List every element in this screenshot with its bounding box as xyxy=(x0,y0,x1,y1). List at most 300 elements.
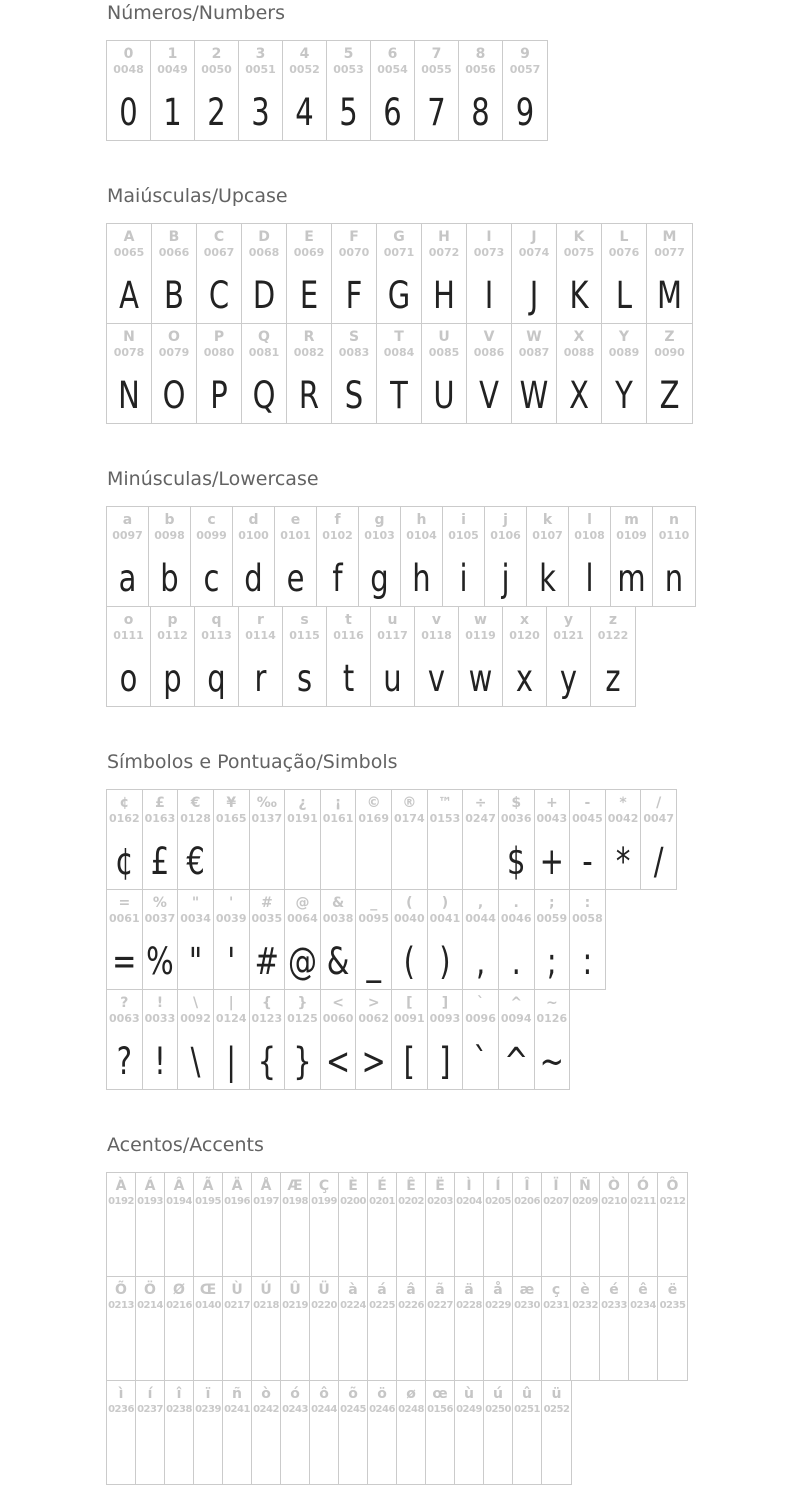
reference-char: J xyxy=(531,229,537,245)
char-code: 0054 xyxy=(377,63,408,76)
char-row xyxy=(106,989,570,1090)
glyph-preview: U xyxy=(433,373,455,417)
char-cell xyxy=(250,790,286,889)
char-cell xyxy=(143,990,179,1089)
reference-char: ì xyxy=(118,1386,124,1402)
char-cell xyxy=(252,1277,281,1380)
reference-char: { xyxy=(261,995,272,1011)
char-code: 0192 xyxy=(108,1196,134,1207)
glyph-preview: Q xyxy=(252,373,276,417)
char-code: 0033 xyxy=(144,1012,176,1025)
glyph-preview: N xyxy=(118,373,140,417)
char-cell xyxy=(463,790,499,889)
reference-char: M xyxy=(662,229,677,245)
glyph-preview: b xyxy=(160,556,179,600)
char-cell xyxy=(606,790,642,889)
glyph-preview: < xyxy=(325,1039,351,1083)
char-cell xyxy=(513,1277,542,1380)
char-cell xyxy=(658,1277,687,1380)
char-cell xyxy=(107,1173,136,1276)
char-cell xyxy=(239,607,283,706)
char-code: 0111 xyxy=(113,629,144,642)
glyph-preview: c xyxy=(203,556,220,600)
glyph-preview: C xyxy=(208,273,230,317)
char-cell xyxy=(197,224,242,323)
char-cell xyxy=(356,890,392,989)
char-cell xyxy=(194,1173,223,1276)
char-cell xyxy=(542,1277,571,1380)
char-code: 0194 xyxy=(166,1196,192,1207)
reference-char: € xyxy=(190,795,201,811)
char-code: 0108 xyxy=(574,529,605,542)
char-cell xyxy=(195,41,239,140)
reference-char: ê xyxy=(638,1282,648,1298)
char-cell xyxy=(317,507,359,606)
char-cell xyxy=(535,990,570,1089)
glyph-preview: \ xyxy=(190,1039,201,1083)
char-code: 0121 xyxy=(553,629,584,642)
char-section xyxy=(106,1134,800,1485)
char-cell xyxy=(242,224,287,323)
glyph-preview: _ xyxy=(366,939,381,983)
reference-char: Î xyxy=(524,1178,530,1194)
glyph-preview: d xyxy=(244,556,263,600)
glyph-preview: ^ xyxy=(504,1039,529,1083)
char-cell xyxy=(535,890,571,989)
char-cell xyxy=(281,1381,310,1484)
reference-char: £ xyxy=(155,795,165,811)
char-code: 0137 xyxy=(251,812,283,825)
char-cell xyxy=(327,607,371,706)
reference-char: Û xyxy=(289,1282,301,1298)
glyph-preview: w xyxy=(468,656,493,700)
char-cell xyxy=(392,890,428,989)
char-cell xyxy=(641,790,676,889)
char-cell xyxy=(321,890,357,989)
char-cell xyxy=(107,1277,136,1380)
char-code: 0247 xyxy=(465,812,496,825)
glyph-preview: : xyxy=(582,939,593,983)
char-cell xyxy=(463,890,499,989)
reference-char: h xyxy=(416,512,427,528)
char-cell xyxy=(252,1381,281,1484)
char-code: 0205 xyxy=(485,1196,511,1207)
char-code: 0084 xyxy=(383,346,415,359)
char-section xyxy=(106,468,800,707)
char-cell xyxy=(459,607,503,706)
char-code: 0041 xyxy=(429,912,461,925)
char-cell xyxy=(339,1381,368,1484)
char-cell xyxy=(467,224,512,323)
char-code: 0068 xyxy=(248,246,280,259)
char-cell xyxy=(143,890,179,989)
char-code: 0174 xyxy=(394,812,425,825)
reference-char: o xyxy=(123,612,134,628)
glyph-preview: ' xyxy=(227,939,236,983)
reference-char: Æ xyxy=(287,1178,303,1194)
char-code: 0125 xyxy=(287,1012,318,1025)
char-cell xyxy=(194,1381,223,1484)
char-code: 0072 xyxy=(428,246,460,259)
char-code: 0056 xyxy=(465,63,496,76)
glyph-preview: € xyxy=(186,839,205,883)
char-cell xyxy=(359,507,401,606)
char-code: 0122 xyxy=(597,629,629,642)
char-code: 0038 xyxy=(322,912,354,925)
reference-char: À xyxy=(115,1178,127,1194)
reference-char: V xyxy=(483,329,495,345)
char-code: 0119 xyxy=(465,629,496,642)
char-cell xyxy=(392,990,428,1089)
glyph-preview: [ xyxy=(403,1039,415,1083)
glyph-preview: ` xyxy=(473,1039,488,1083)
reference-char: 4 xyxy=(299,46,310,62)
reference-char: Â xyxy=(173,1178,185,1194)
char-cell xyxy=(223,1173,252,1276)
reference-char: z xyxy=(608,612,618,628)
glyph-preview: ] xyxy=(439,1039,451,1083)
char-row xyxy=(106,506,696,607)
reference-char: s xyxy=(300,612,309,628)
char-cell xyxy=(392,790,428,889)
reference-char: Z xyxy=(664,329,675,345)
char-cell xyxy=(499,990,535,1089)
char-code: 0115 xyxy=(289,629,320,642)
reference-char: ` xyxy=(477,995,485,1011)
char-section xyxy=(106,751,800,1090)
char-code: 0051 xyxy=(245,63,276,76)
char-code: 0211 xyxy=(630,1196,656,1207)
glyph-preview: - xyxy=(582,839,593,883)
glyph-preview: 6 xyxy=(383,90,402,134)
reference-char: _ xyxy=(370,895,378,911)
reference-char: i xyxy=(461,512,466,528)
char-code: 0231 xyxy=(543,1300,569,1311)
section-heading: Maiúsculas/Upcase xyxy=(107,185,288,207)
section-heading: Símbolos e Pontuação/Simbols xyxy=(107,751,398,773)
reference-char: Á xyxy=(144,1178,156,1194)
char-cell xyxy=(426,1173,455,1276)
char-code: 0252 xyxy=(543,1404,570,1415)
glyph-preview: r xyxy=(254,656,267,700)
char-code: 0232 xyxy=(572,1300,598,1311)
glyph-preview: s xyxy=(296,656,313,700)
char-code: 0246 xyxy=(369,1404,395,1415)
glyph-preview: 2 xyxy=(207,90,226,134)
char-cell xyxy=(239,41,283,140)
reference-char: 2 xyxy=(211,46,222,62)
char-code: 0036 xyxy=(500,812,532,825)
reference-char: R xyxy=(303,329,315,345)
char-cell xyxy=(397,1277,426,1380)
char-code: 0196 xyxy=(224,1196,250,1207)
glyph-preview: V xyxy=(479,373,499,417)
char-cell xyxy=(165,1277,194,1380)
reference-char: G xyxy=(393,229,405,245)
char-cell xyxy=(570,790,606,889)
reference-char: í xyxy=(147,1386,153,1402)
char-code: 0114 xyxy=(245,629,276,642)
char-code: 0197 xyxy=(253,1196,279,1207)
char-code: 0103 xyxy=(364,529,395,542)
reference-char: ÷ xyxy=(474,795,487,811)
char-code: 0209 xyxy=(572,1196,598,1207)
char-code: 0239 xyxy=(195,1404,221,1415)
char-cell xyxy=(339,1173,368,1276)
char-code: 0090 xyxy=(654,346,685,359)
glyph-preview: . xyxy=(511,939,521,983)
glyph-preview: k xyxy=(539,556,556,600)
glyph-preview: 4 xyxy=(295,90,314,134)
char-code: 0077 xyxy=(654,246,685,259)
reference-char: N xyxy=(123,329,135,345)
char-code: 0059 xyxy=(536,912,568,925)
char-code: 0202 xyxy=(398,1196,424,1207)
reference-char: S xyxy=(348,329,360,345)
reference-char: ó xyxy=(290,1386,300,1402)
char-cell xyxy=(151,607,195,706)
reference-char: a xyxy=(122,512,133,528)
reference-char: < xyxy=(332,995,344,1011)
char-cell xyxy=(332,224,377,323)
char-cell xyxy=(570,890,605,989)
reference-char: á xyxy=(377,1282,387,1298)
char-cell xyxy=(283,41,327,140)
reference-char: é xyxy=(609,1282,619,1298)
char-cell xyxy=(107,41,151,140)
glyph-preview: Z xyxy=(659,373,680,417)
char-cell xyxy=(287,224,332,323)
char-cell xyxy=(310,1277,339,1380)
char-cell xyxy=(485,507,527,606)
reference-char: > xyxy=(367,995,380,1011)
reference-char: Ç xyxy=(318,1178,330,1194)
char-code: 0161 xyxy=(322,812,354,825)
glyph-preview: > xyxy=(361,1039,386,1083)
char-code: 0044 xyxy=(465,912,496,925)
reference-char: 3 xyxy=(255,46,266,62)
char-cell xyxy=(242,324,287,423)
reference-char: © xyxy=(366,795,381,811)
char-code: 0091 xyxy=(394,1012,425,1025)
glyph-preview: x xyxy=(515,656,534,700)
glyph-preview: g xyxy=(370,556,389,600)
char-cell xyxy=(484,1173,513,1276)
char-cell xyxy=(332,324,377,423)
char-code: 0238 xyxy=(166,1404,192,1415)
reference-char: Í xyxy=(495,1178,501,1194)
char-cell xyxy=(428,890,464,989)
char-code: 0199 xyxy=(311,1196,337,1207)
char-cell xyxy=(415,41,459,140)
reference-char: ~ xyxy=(545,995,558,1011)
char-cell xyxy=(195,607,239,706)
reference-char: % xyxy=(152,895,167,911)
glyph-preview: 1 xyxy=(163,90,182,134)
glyph-preview: F xyxy=(345,273,363,317)
glyph-preview: 0 xyxy=(119,90,138,134)
char-cell xyxy=(463,990,499,1089)
char-code: 0086 xyxy=(473,346,505,359)
char-code: 0106 xyxy=(490,529,521,542)
reference-char: Ó xyxy=(637,1178,649,1194)
char-row xyxy=(106,789,677,890)
char-code: 0107 xyxy=(532,529,563,542)
reference-char: c xyxy=(207,512,216,528)
glyph-preview: } xyxy=(293,1039,312,1083)
reference-char: x xyxy=(519,612,530,628)
reference-char: j xyxy=(503,512,508,528)
char-code: 0198 xyxy=(282,1196,308,1207)
reference-char: å xyxy=(493,1282,503,1298)
reference-char: â xyxy=(406,1282,416,1298)
reference-char: l xyxy=(587,512,592,528)
char-code: 0082 xyxy=(293,346,325,359)
section-heading: Acentos/Accents xyxy=(107,1134,264,1156)
char-code: 0079 xyxy=(158,346,190,359)
char-code: 0110 xyxy=(658,529,690,542)
char-cell xyxy=(371,607,415,706)
char-cell xyxy=(557,224,602,323)
char-cell xyxy=(467,324,512,423)
char-code: 0042 xyxy=(607,812,639,825)
glyph-preview: ~ xyxy=(539,1039,564,1083)
char-code: 0080 xyxy=(203,346,235,359)
char-cell xyxy=(223,1277,252,1380)
reference-char: ö xyxy=(377,1386,387,1402)
char-code: 0057 xyxy=(509,63,541,76)
char-cell xyxy=(428,790,464,889)
glyph-preview: 5 xyxy=(339,90,358,134)
glyph-preview: E xyxy=(299,273,319,317)
reference-char: \ xyxy=(193,995,199,1011)
glyph-preview: P xyxy=(210,373,228,417)
char-code: 0219 xyxy=(282,1300,308,1311)
glyph-preview: % xyxy=(146,939,174,983)
glyph-preview: X xyxy=(569,373,589,417)
char-cell xyxy=(368,1173,397,1276)
char-code: 0251 xyxy=(514,1404,540,1415)
char-cell xyxy=(527,507,569,606)
char-cell xyxy=(285,790,321,889)
char-cell xyxy=(107,507,149,606)
char-cell xyxy=(197,324,242,423)
reference-char: q xyxy=(211,612,222,628)
reference-char: Ù xyxy=(231,1282,243,1298)
char-code: 0214 xyxy=(137,1300,163,1311)
char-code: 0226 xyxy=(398,1300,424,1311)
char-code: 0118 xyxy=(421,629,452,642)
reference-char: L xyxy=(619,229,629,245)
reference-char: ú xyxy=(493,1386,503,1402)
char-code: 0237 xyxy=(137,1404,163,1415)
char-cell xyxy=(401,507,443,606)
reference-char: ¢ xyxy=(119,795,130,811)
char-cell xyxy=(513,1381,542,1484)
char-code: 0163 xyxy=(144,812,176,825)
char-code: 0204 xyxy=(456,1196,482,1207)
reference-char: m xyxy=(624,512,639,528)
glyph-preview: q xyxy=(207,656,226,700)
reference-char: ® xyxy=(402,795,417,811)
reference-char: - xyxy=(584,795,591,811)
reference-char: + xyxy=(545,795,558,811)
reference-char: ( xyxy=(406,895,413,911)
char-code: 0227 xyxy=(427,1300,453,1311)
glyph-preview: I xyxy=(484,273,494,317)
reference-char: } xyxy=(297,995,308,1011)
char-code: 0213 xyxy=(108,1300,134,1311)
reference-char: Å xyxy=(260,1178,272,1194)
char-code: 0047 xyxy=(643,812,674,825)
reference-char: I xyxy=(486,229,492,245)
glyph-preview: * xyxy=(615,839,631,883)
glyph-preview: G xyxy=(387,273,411,317)
char-code: 0037 xyxy=(144,912,176,925)
char-cell xyxy=(443,507,485,606)
char-code: 0060 xyxy=(322,1012,354,1025)
char-cell xyxy=(426,1277,455,1380)
reference-char: T xyxy=(394,329,404,345)
reference-char: É xyxy=(377,1178,387,1194)
reference-char: * xyxy=(619,795,627,811)
reference-char: ; xyxy=(549,895,555,911)
char-cell xyxy=(397,1381,426,1484)
reference-char: . xyxy=(513,895,519,911)
reference-char: @ xyxy=(295,895,310,911)
glyph-preview: + xyxy=(539,839,564,883)
glyph-preview: i xyxy=(459,556,468,600)
char-code: 0109 xyxy=(616,529,647,542)
reference-char: ô xyxy=(319,1386,329,1402)
reference-char: t xyxy=(345,612,352,628)
glyph-preview: o xyxy=(119,656,138,700)
reference-char: Ø xyxy=(173,1282,185,1298)
char-code: 0098 xyxy=(154,529,185,542)
char-cell xyxy=(611,507,653,606)
glyph-preview: B xyxy=(164,273,184,317)
char-row xyxy=(106,1172,688,1277)
glyph-preview: H xyxy=(433,273,455,317)
char-cell xyxy=(285,890,321,989)
reference-char: 7 xyxy=(431,46,442,62)
reference-char: ? xyxy=(120,995,129,1011)
glyph-preview: 7 xyxy=(427,90,446,134)
char-cell xyxy=(426,1381,455,1484)
reference-char: ë xyxy=(667,1282,678,1298)
char-cell xyxy=(415,607,459,706)
char-cell xyxy=(214,990,250,1089)
char-cell xyxy=(484,1381,513,1484)
char-code: 0195 xyxy=(195,1196,221,1207)
glyph-preview: z xyxy=(605,656,621,700)
glyph-preview: T xyxy=(390,373,408,417)
glyph-preview: M xyxy=(656,273,683,317)
char-cell xyxy=(569,507,611,606)
glyph-preview: D xyxy=(252,273,276,317)
glyph-preview: A xyxy=(119,273,139,317)
char-cell xyxy=(283,607,327,706)
char-code: 0191 xyxy=(287,812,318,825)
glyph-preview: a xyxy=(118,556,137,600)
char-code: 0034 xyxy=(180,912,211,925)
reference-char: Q xyxy=(258,329,270,345)
char-cell xyxy=(455,1381,484,1484)
reference-char: H xyxy=(438,229,450,245)
char-cell xyxy=(368,1277,397,1380)
char-cell xyxy=(310,1381,339,1484)
reference-char: ' xyxy=(229,895,234,911)
